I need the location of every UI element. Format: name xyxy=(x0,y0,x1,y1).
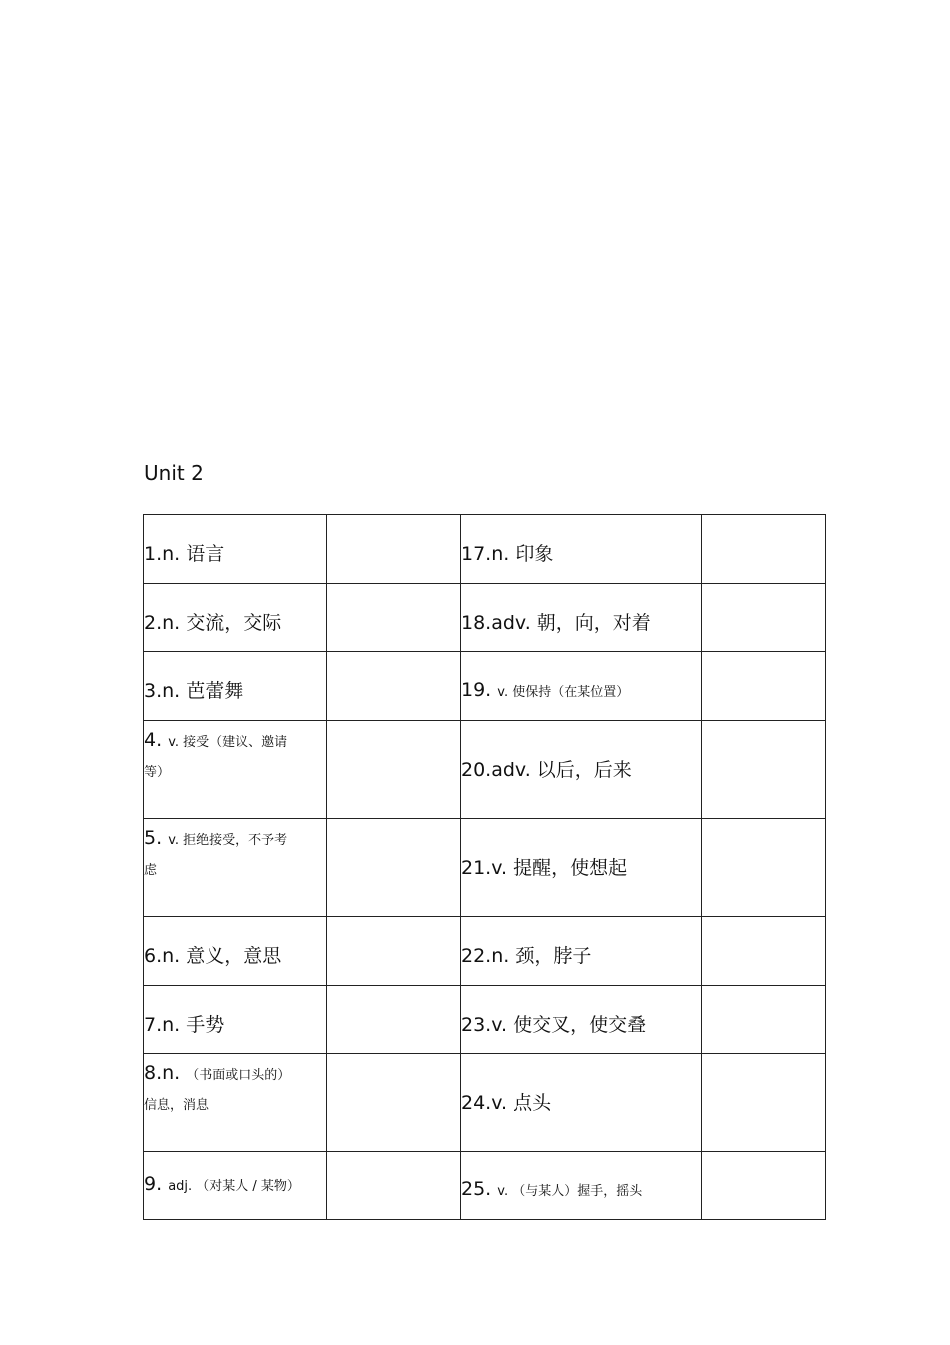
table-row xyxy=(144,721,826,819)
item-meaning: 意义，意思 xyxy=(186,945,282,967)
table-row xyxy=(144,819,826,917)
answer-cell-5[interactable] xyxy=(327,819,461,917)
prompt-cell-2 xyxy=(144,584,327,652)
item-number: 3.n. xyxy=(144,680,181,702)
answer-cell-19[interactable] xyxy=(702,652,826,721)
item-number: 17.n. xyxy=(461,543,510,565)
answer-cell-9[interactable] xyxy=(327,1152,461,1220)
table-row xyxy=(144,986,826,1054)
answer-cell-8[interactable] xyxy=(327,1054,461,1152)
item-meaning: 芭蕾舞 xyxy=(186,680,244,702)
answer-cell-1[interactable] xyxy=(327,515,461,584)
table-row xyxy=(144,515,826,584)
item-number: 5. xyxy=(144,827,163,849)
answer-cell-4[interactable] xyxy=(327,721,461,819)
prompt-cell-21 xyxy=(461,819,702,917)
answer-cell-6[interactable] xyxy=(327,917,461,986)
item-meaning: 点头 xyxy=(513,1091,552,1114)
item-meaning: 语言 xyxy=(186,543,225,565)
item-meaning: adj. （对某人 / 某物） xyxy=(168,1179,300,1194)
prompt-cell-5 xyxy=(144,819,327,917)
item-number: 7.n. xyxy=(144,1013,181,1036)
prompt-cell-4 xyxy=(144,721,327,819)
item-meaning-line2: 信息，消息 xyxy=(144,1098,210,1113)
prompt-cell-20 xyxy=(461,721,702,819)
prompt-cell-17 xyxy=(461,515,702,584)
item-meaning: 以后，后来 xyxy=(536,758,632,781)
item-meaning: 颈，脖子 xyxy=(515,945,592,967)
answer-cell-21[interactable] xyxy=(702,819,826,917)
item-meaning: 提醒，使想起 xyxy=(513,856,628,879)
item-meaning: 手势 xyxy=(186,1013,225,1036)
item-meaning-line2: 虑 xyxy=(144,863,158,878)
table-row xyxy=(144,584,826,652)
answer-cell-25[interactable] xyxy=(702,1152,826,1220)
item-number: 18.adv. xyxy=(461,611,531,634)
prompt-cell-18 xyxy=(461,584,702,652)
answer-cell-20[interactable] xyxy=(702,721,826,819)
item-number: 6.n. xyxy=(144,945,181,967)
item-number: 22.n. xyxy=(461,945,510,967)
item-meaning: v. 使保持（在某位置） xyxy=(497,684,630,700)
answer-cell-24[interactable] xyxy=(702,1054,826,1152)
prompt-cell-22 xyxy=(461,917,702,986)
item-number: 23.v. xyxy=(461,1013,508,1036)
item-meaning-line1: （书面或口头的） xyxy=(186,1068,291,1083)
prompt-cell-19 xyxy=(461,652,702,721)
item-meaning: 使交叉，使交叠 xyxy=(513,1013,647,1036)
answer-cell-23[interactable] xyxy=(702,986,826,1054)
item-number: 9. xyxy=(144,1173,163,1195)
table-row xyxy=(144,1152,826,1220)
unit-title: Unit 2 xyxy=(144,461,204,485)
item-number: 2.n. xyxy=(144,611,181,634)
prompt-cell-1 xyxy=(144,515,327,584)
item-meaning-line1: v. 拒绝接受，不予考 xyxy=(168,833,288,848)
answer-cell-3[interactable] xyxy=(327,652,461,721)
item-number: 20.adv. xyxy=(461,758,531,781)
table-row xyxy=(144,917,826,986)
prompt-cell-6 xyxy=(144,917,327,986)
item-number: 4. xyxy=(144,729,163,751)
answer-cell-7[interactable] xyxy=(327,986,461,1054)
item-number: 21.v. xyxy=(461,856,508,879)
table-row xyxy=(144,1054,826,1152)
answer-cell-18[interactable] xyxy=(702,584,826,652)
prompt-cell-9 xyxy=(144,1152,327,1220)
prompt-cell-25 xyxy=(461,1152,702,1220)
answer-cell-22[interactable] xyxy=(702,917,826,986)
prompt-cell-23 xyxy=(461,986,702,1054)
item-meaning-line2: 等） xyxy=(144,765,171,780)
item-number: 24.v. xyxy=(461,1091,508,1114)
item-meaning-line1: v. 接受（建议、邀请 xyxy=(168,735,288,750)
item-meaning: v. （与某人）握手，摇头 xyxy=(497,1184,643,1199)
item-number: 25. xyxy=(461,1178,492,1200)
answer-cell-17[interactable] xyxy=(702,515,826,584)
item-number: 1.n. xyxy=(144,543,181,565)
prompt-cell-7 xyxy=(144,986,327,1054)
item-meaning: 印象 xyxy=(515,543,554,565)
item-number: 8.n. xyxy=(144,1062,181,1084)
prompt-cell-3 xyxy=(144,652,327,721)
prompt-cell-24 xyxy=(461,1054,702,1152)
vocabulary-table xyxy=(143,514,826,1220)
item-meaning: 朝，向，对着 xyxy=(536,611,651,634)
prompt-cell-8 xyxy=(144,1054,327,1152)
item-number: 19. xyxy=(461,678,492,701)
table-row xyxy=(144,652,826,721)
answer-cell-2[interactable] xyxy=(327,584,461,652)
item-meaning: 交流，交际 xyxy=(186,611,282,634)
